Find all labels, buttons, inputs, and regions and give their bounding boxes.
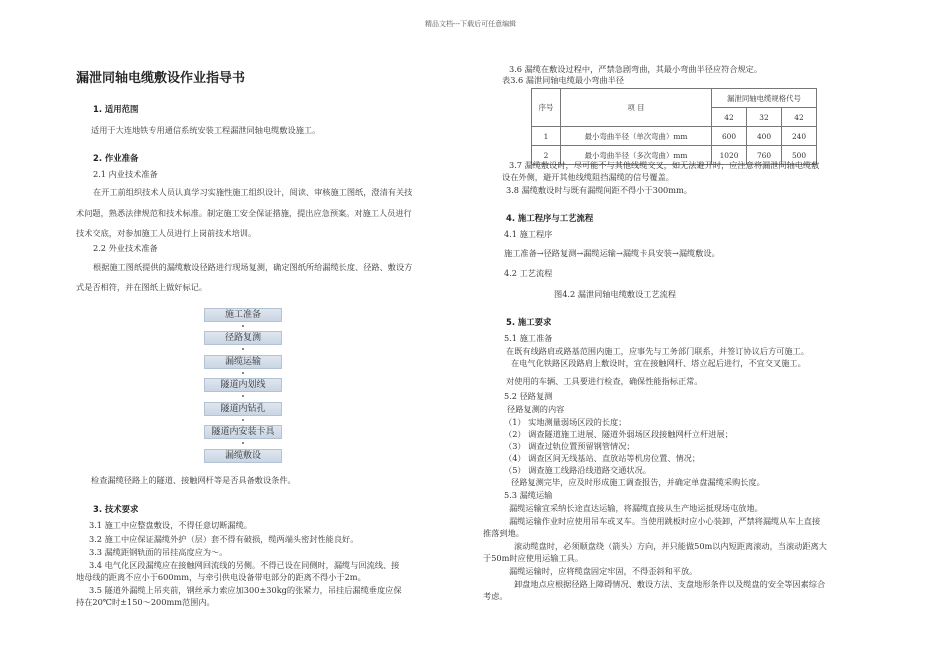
flow-step: 隧道内划线	[204, 378, 282, 392]
subsection-5-2: 5.2 径路复测	[504, 391, 553, 401]
document-title: 漏泄同轴电缆敷设作业指导书	[76, 71, 246, 86]
list-item: （2） 调查隧道施工进展、隧道外弱场区段接触网杆立杆进展；	[504, 429, 733, 439]
table-cell: 400	[747, 127, 782, 146]
bend-radius-table	[531, 88, 817, 165]
paragraph-line: 漏缆运输时，应将缆盘固定牢固，不得歪斜和平放。	[509, 566, 698, 576]
requirement-3-7-cont: 设在外侧，避开其他线缆阻挡漏缆的信号覆盖。	[502, 172, 674, 182]
table-header-group: 漏泄同轴电缆规格代号	[712, 89, 817, 108]
flow-connector	[242, 442, 244, 444]
table-cell: 最小弯曲半径（多次弯曲）mm	[561, 146, 712, 165]
list-item: （4） 调查区间无线基站、直放站等机房位置、情况；	[504, 453, 701, 463]
check-conditions-text: 检查漏缆径路上的隧道、接触网杆等是否具备敷设条件。	[91, 475, 296, 485]
subsection-2-1: 2.1 内业技术准备	[93, 169, 158, 179]
table-header-item: 项 目	[561, 89, 712, 127]
table-cell: 760	[747, 146, 782, 165]
flow-step: 漏缆敷设	[204, 449, 282, 463]
requirement-3-8: 3.8 漏缆敷设时与既有漏缆间距不得小于300mm。	[506, 185, 692, 195]
subsection-4-2: 4.2 工艺流程	[504, 268, 553, 278]
requirement-3-5: 3.5 隧道外漏缆上吊夹前，钢丝承力索应加300±30kg的张紧力，吊挂后漏缆垂度应保	[89, 585, 402, 595]
paragraph-line: 推落到地。	[483, 528, 524, 538]
table-caption: 表3.6 漏泄同轴电缆最小弯曲半径	[502, 75, 625, 85]
table-row	[532, 127, 817, 146]
section-5-heading: 5. 施工要求	[506, 317, 552, 327]
paragraph-line: 根据施工图纸提供的漏缆敷设径路进行现场复测，确定图纸所给漏缆长度、径路、敷设方	[93, 262, 413, 272]
table-header-code: 42	[782, 108, 817, 127]
flow-step: 隧道内钻孔	[204, 402, 282, 416]
flow-connector	[242, 419, 244, 421]
paragraph-line: 在既有线路肩或路基范围内施工，应事先与工务部门联系，并签订协议后方可施工。	[506, 346, 809, 356]
paragraph-line: 在电气化铁路区段路肩上敷设时，宜在接触网杆、塔立起后进行，不宜交叉施工。	[511, 358, 806, 368]
requirement-3-6: 3.6 漏缆在敷设过程中，严禁急剧弯曲，其最小弯曲半径应符合规定。	[509, 64, 763, 74]
table-cell: 500	[782, 146, 817, 165]
procedure-text: 施工准备→径路复测→漏缆运输→漏缆卡具安装→漏缆敷设。	[504, 248, 720, 258]
flow-connector	[242, 372, 244, 374]
paragraph-line: 卸盘地点应根据径路上障碍情况、敷设方法、支盘地形条件以及缆盘的安全等因素综合	[514, 579, 826, 589]
paragraph-line: 于50m时应使用运输工具。	[483, 553, 584, 563]
flow-connector	[242, 395, 244, 397]
requirement-3-3: 3.3 漏缆距钢轨面的吊挂高度应为～。	[89, 547, 228, 557]
list-item: （1） 实地测量弱场区段的长度；	[504, 417, 627, 427]
flow-connector	[242, 325, 244, 327]
section-4-heading: 4. 施工程序与工艺流程	[506, 213, 594, 223]
requirement-3-5-cont: 持在20℃时±150～200mm范围内。	[76, 597, 215, 607]
paragraph-line: 式是否相符，并在图纸上做好标记。	[76, 282, 208, 292]
header-note: 精品文档---下载后可任意编辑	[425, 20, 517, 28]
paragraph-line: 考虑。	[483, 591, 508, 601]
flow-step: 径路复测	[204, 331, 282, 345]
table-cell: 240	[782, 127, 817, 146]
section-2-heading: 2. 作业准备	[93, 153, 139, 163]
requirement-3-7: 3.7 漏缆敷设时，尽可能不与其他线缆交叉，如无法避开时，应注意将漏泄同轴电缆敷	[509, 160, 820, 170]
flow-step: 隧道内安装卡具	[204, 425, 282, 439]
table-cell: 600	[712, 127, 747, 146]
paragraph-line: 技术交底，对参加施工人员进行上岗前技术培训。	[76, 228, 257, 238]
paragraph-line: 滚动缆盘时，必须顺盘绕（箭头）方向，并只能做50m以内短距离滚动，当滚动距离大	[514, 541, 827, 551]
list-item: （5） 调查施工线路沿线道路交通状况。	[504, 465, 651, 475]
paragraph-line: 径路复测的内容	[507, 404, 565, 414]
figure-caption: 图4.2 漏泄同轴电缆敷设工艺流程	[554, 289, 677, 299]
requirement-3-4-cont: 地母线的距离不应小于600mm，与牵引供电设备带电部分的距离不得小于2m。	[76, 572, 366, 582]
paragraph-line: 在开工前组织技术人员认真学习实施性施工组织设计，阅读、审核施工图纸，澄清有关技	[93, 187, 413, 197]
table-cell: 1020	[712, 146, 747, 165]
paragraph-line: 漏缆运输宜采纳长途直达运输，将漏缆直接从生产地运抵现场屯放地。	[509, 503, 763, 513]
subsection-2-2: 2.2 外业技术准备	[93, 243, 158, 253]
table-cell: 2	[532, 146, 561, 165]
requirement-3-2: 3.2 施工中应保证漏缆外护（层）套不得有破损，缆两端头密封性能良好。	[89, 534, 359, 544]
flow-connector	[242, 348, 244, 350]
section-3-heading: 3. 技术要求	[93, 504, 139, 514]
section-1-text: 适用于大连地铁专用通信系统安装工程漏泄同轴电缆敷设施工。	[91, 125, 321, 135]
paragraph-line: 对使用的车辆、工具要进行检查，确保性能指标正常。	[506, 376, 703, 386]
subsection-5-1: 5.1 施工准备	[504, 333, 553, 343]
flow-step: 漏缆运输	[204, 355, 282, 369]
section-1-heading: 1. 适用范围	[93, 104, 139, 114]
paragraph-line: 径路复测完毕，应及时形成施工调查报告，并确定单盘漏缆采购长度。	[511, 477, 765, 487]
table-cell: 1	[532, 127, 561, 146]
list-item: （3） 调查过轨位置预留钢管情况；	[504, 441, 635, 451]
paragraph-line: 漏缆运输作业时应使用吊车或叉车。当使用跳板时应小心装卸，严禁将漏缆从车上直接	[509, 516, 821, 526]
subsection-5-3: 5.3 漏缆运输	[504, 490, 553, 500]
subsection-4-1: 4.1 施工程序	[504, 229, 553, 239]
table-header-code: 42	[712, 108, 747, 127]
table-header-code: 32	[747, 108, 782, 127]
requirement-3-4: 3.4 电气化区段漏缆应在接触网回流线的另侧。不得已设在同侧时，漏缆与回流线、接	[89, 560, 400, 570]
flow-step: 施工准备	[204, 308, 282, 322]
table-header-seq: 序号	[532, 89, 561, 127]
requirement-3-1: 3.1 施工中应整盘敷设，不得任意切断漏缆。	[89, 520, 252, 530]
table-cell: 最小弯曲半径（单次弯曲）mm	[561, 127, 712, 146]
paragraph-line: 术问题，熟悉法律规范和技术标准。制定施工安全保证措施，提出应急预案。对施工人员进行	[76, 208, 412, 218]
